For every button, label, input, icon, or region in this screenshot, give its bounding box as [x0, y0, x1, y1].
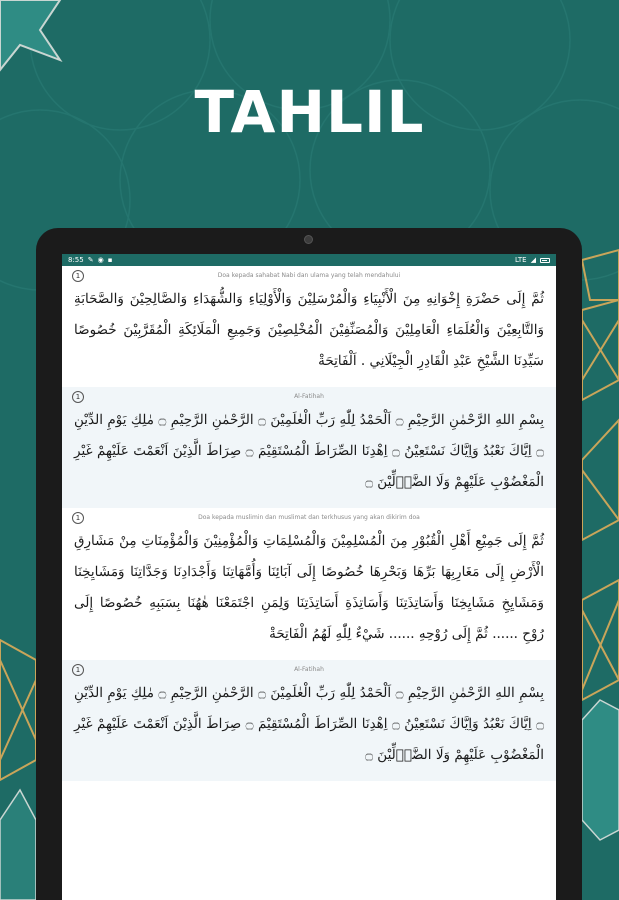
- battery-icon: [540, 258, 550, 263]
- circle-icon: ◉: [97, 255, 104, 264]
- status-bar: [62, 254, 556, 266]
- section-caption: Al-Fatihah: [294, 393, 324, 400]
- verse-number-badge: 1: [72, 512, 84, 524]
- app-screen: [62, 254, 556, 900]
- prayer-section: [62, 508, 556, 660]
- network-type: LTE: [514, 256, 527, 264]
- headline-title: TAHLIL: [194, 78, 425, 146]
- section-caption: Doa kepada muslimin dan muslimat dan terkhusus yang akan dikirim doa: [198, 514, 420, 521]
- camera-icon: [304, 235, 313, 244]
- prayer-section: [62, 266, 556, 387]
- arabic-text: ثُمَّ إِلَى جَمِيْعِ أَهْلِ الْقُبُوْرِ مِنَ الْمُسْلِمِيْنَ وَالْمُسْلِمَاتِ وَالْمُؤْمِنِيْنَ وَالْمُؤْمِنَاتِ مِنْ مَشَارِقِ الْأَرْضِ إِلَى مَغَارِبِهَا بَرِّهَا وَبَحْرِهَا خُصُوصًا إِلَى آبَائِنَا وَأُمَّهَاتِنَا وَأَجْدَادِنَا وَجَدَّاتِنَا وَمَشَايِخِنَا وَمَشَايِخِ مَشَايِخِنَا وَأَسَاتِذَتِنَا وَأَسَاتِذَةِ أَسَاتِذَتِنَا وَلِمَنِ اجْتَمَعْنَا هٰهُنَا بِسَبَبِهِ خُصُوصًا إِلَى رُوْحِ ...... ثُمَّ إِلَى رُوْحِهِ ...... شَيْءٌ لِلّٰهِ لَهُمُ الْفَاتِحَةْ: [74, 533, 544, 642]
- section-caption: Doa kepada sahabat Nabi dan ulama yang telah mendahului: [217, 272, 401, 279]
- section-caption: Al-Fatihah: [294, 666, 324, 673]
- arabic-text: ثُمَّ إِلَى حَضْرَةِ إِخْوَانِهِ مِنَ الْأَنْبِيَاءِ وَالْمُرْسَلِيْنَ وَالْأَوْلِيَاءِ وَالشُّهَدَاءِ وَالصَّالِحِيْنَ وَالصَّحَابَةِ وَالتَّابِعِيْنَ وَالْعُلَمَاءِ الْعَامِلِيْنَ وَالْمُصَنِّفِيْنَ الْمُخْلِصِيْنَ وَجَمِيعِ الْمَلَائِكَةِ الْمُقَرَّبِيْنَ خُصُوصًا سَيِّدِنَا الشَّيْخِ عَبْدِ الْقَادِرِ الْجِيْلَانِي . اَلْفَاتِحَةْ: [74, 291, 544, 369]
- verse-number-badge: 1: [72, 664, 84, 676]
- prayer-section: [62, 387, 556, 508]
- prayer-section: [62, 660, 556, 781]
- tablet-frame: [36, 228, 582, 900]
- arabic-text: بِسْمِ اللهِ الرَّحْمٰنِ الرَّحِيْمِ ۝ اَلْحَمْدُ لِلّٰهِ رَبِّ الْعٰلَمِيْنَ ۝ الرَّحْمٰنِ الرَّحِيْمِ ۝ مٰلِكِ يَوْمِ الدِّيْنِ ۝ اِيَّاكَ نَعْبُدُ وَاِيَّاكَ نَسْتَعِيْنُ ۝ اِهْدِنَا الصِّرَاطَ الْمُسْتَقِيْمَ ۝ صِرَاطَ الَّذِيْنَ اَنْعَمْتَ عَلَيْهِمْ غَيْرِ الْمَغْضُوْبِ عَلَيْهِمْ وَلَا الضَّاۤلِّيْنَ ۝: [74, 685, 545, 763]
- sim-icon: ▪: [107, 255, 113, 264]
- signal-icon: ◢: [530, 255, 536, 264]
- pen-icon: ✎: [87, 255, 94, 264]
- status-time: 8:55: [68, 256, 84, 264]
- corner-ornament-icon: [0, 0, 60, 70]
- verse-number-badge: 1: [72, 270, 84, 282]
- verse-number-badge: 1: [72, 391, 84, 403]
- arabic-text: بِسْمِ اللهِ الرَّحْمٰنِ الرَّحِيْمِ ۝ اَلْحَمْدُ لِلّٰهِ رَبِّ الْعٰلَمِيْنَ ۝ الرَّحْمٰنِ الرَّحِيْمِ ۝ مٰلِكِ يَوْمِ الدِّيْنِ ۝ اِيَّاكَ نَعْبُدُ وَاِيَّاكَ نَسْتَعِيْنُ ۝ اِهْدِنَا الصِّرَاطَ الْمُسْتَقِيْمَ ۝ صِرَاطَ الَّذِيْنَ اَنْعَمْتَ عَلَيْهِمْ غَيْرِ الْمَغْضُوْبِ عَلَيْهِمْ وَلَا الضَّاۤلِّيْنَ ۝: [74, 412, 545, 490]
